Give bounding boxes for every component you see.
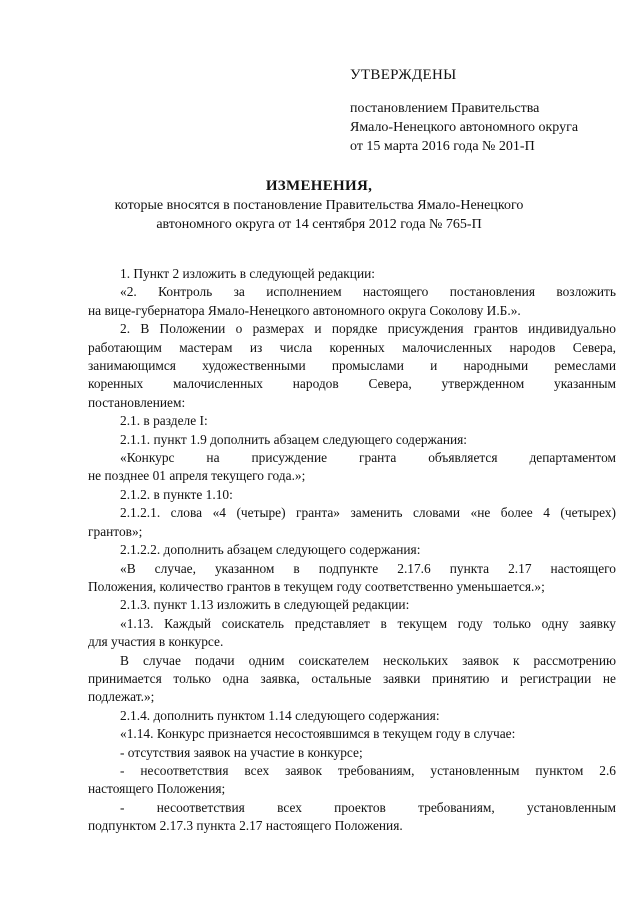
paragraph-line: «1.13. Каждый соискатель представляет в текущем году только одну заявку (120, 615, 616, 631)
paragraph-line: грантов»; (88, 523, 143, 539)
paragraph: 2.1.3. пункт 1.13 изложить в следующей редакции: (120, 597, 410, 613)
paragraph-line: «В случае, указанном в подпункте 2.17.6 пункта 2.17 настоящего (120, 560, 616, 576)
document-subtitle-line: которые вносятся в постановление Правительства Ямало-Ненецкого (114, 198, 524, 213)
paragraph-line: Положения, количество грантов в текущем году соответственно уменьшается.»; (88, 578, 545, 594)
paragraph-line: 2. В Положении о размерах и порядке присуждения грантов индивидуально (120, 321, 616, 337)
paragraph-line: для участия в конкурсе. (88, 634, 224, 650)
paragraph: 2.1. в разделе I: (120, 413, 208, 429)
document-title-block (90, 177, 548, 234)
paragraph-line: постановлением: (88, 394, 186, 410)
paragraph: «1.14. Конкурс признается несостоявшимся в текущем году в случае: (120, 726, 516, 742)
paragraph-line: коренных малочисленных народов Севера, утвержденном указанным (88, 376, 616, 392)
paragraph: 2.1.4. дополнить пунктом 1.14 следующего содержания: (120, 707, 440, 723)
paragraph-line: «2. Контроль за исполнением настоящего постановления возложить (120, 284, 616, 300)
list-item-line: настоящего Положения; (88, 781, 226, 797)
paragraph: 2.1.1. пункт 1.9 дополнить абзацем следующего содержания: (120, 431, 468, 447)
paragraph: 2.1.2. в пункте 1.10: (120, 486, 233, 502)
list-item-line: - несоответствия всех проектов требованиям, установленным (120, 799, 616, 815)
document-body (88, 265, 616, 836)
list-item: - отсутствия заявок на участие в конкурсе; (120, 744, 363, 760)
list-item-line: подпунктом 2.17.3 пункта 2.17 настоящего Положения. (88, 818, 403, 834)
paragraph-line: подлежат.»; (88, 689, 155, 705)
paragraph-line: на вице-губернатора Ямало-Ненецкого автономного округа Соколову И.Б.». (88, 302, 521, 318)
document-subtitle-line: автономного округа от 14 сентября 2012 года № 765-П (156, 217, 482, 232)
paragraph-line: В случае подачи одним соискателем нескольких заявок к рассмотрению (120, 652, 616, 668)
paragraph-line: «Конкурс на присуждение гранта объявляется департаментом (120, 450, 616, 466)
approval-line: Ямало-Ненецкого автономного округа (350, 120, 579, 135)
approval-line: от 15 марта 2016 года № 201-П (350, 139, 535, 154)
approval-stamp (350, 66, 620, 156)
paragraph: 1. Пункт 2 изложить в следующей редакции: (120, 266, 376, 281)
paragraph-line: работающим мастерам из числа коренных малочисленных народов Севера, (88, 339, 616, 355)
list-item-line: - несоответствия всех заявок требованиям, установленным пунктом 2.6 (120, 762, 616, 778)
approval-line: постановлением Правительства (350, 101, 540, 116)
approval-heading: УТВЕРЖДЕНЫ (350, 67, 457, 83)
paragraph-line: занимающимся художественными промыслами и народными ремеслами (88, 358, 616, 374)
paragraph-line: не позднее 01 апреля текущего года.»; (88, 468, 306, 484)
paragraph-line: 2.1.2.1. слова «4 (четыре) гранта» заменить словами «не более 4 (четырех) (120, 505, 616, 521)
document-title: ИЗМЕНЕНИЯ, (265, 178, 373, 194)
paragraph: 2.1.2.2. дополнить абзацем следующего содержания: (120, 542, 421, 558)
paragraph-line: принимается только одна заявка, остальные заявки принятию и регистрации не (88, 670, 616, 686)
